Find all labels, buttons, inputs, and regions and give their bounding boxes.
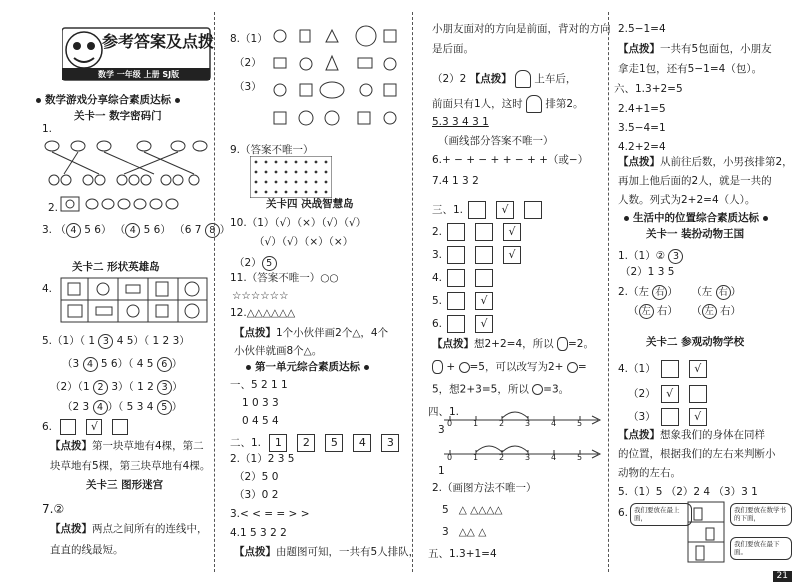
tip-text: =2。 — [567, 338, 594, 350]
tip-label: 【点拨】 — [469, 73, 512, 85]
tick-label: 5 — [577, 419, 583, 428]
q7: 7.② — [42, 502, 65, 516]
box-row — [628, 408, 712, 426]
answer-text: 1.（1）② — [618, 250, 666, 262]
tick-label: 1 — [473, 453, 479, 462]
circled-digit: 8 — [205, 223, 220, 238]
text-line: 2.（画图方法不唯一） — [432, 482, 537, 494]
box-row — [628, 385, 712, 403]
grid-dot — [325, 171, 328, 174]
tip-text: 前面只有1人，这时 — [432, 98, 523, 110]
unit-answer-line: 1 0 3 3 — [242, 397, 279, 409]
header-subtitle: 数学 一年级 上册 SJ版 — [98, 70, 180, 79]
q-label: （3） — [628, 411, 656, 423]
answer-box-checked: √ — [503, 246, 521, 264]
column-4 — [612, 0, 800, 588]
q-label: 二、1. — [230, 437, 262, 449]
q5-label: 5. — [42, 335, 53, 347]
answer-box — [475, 269, 493, 287]
cherry-icon — [459, 362, 470, 373]
answer-text: （左 — [691, 286, 713, 298]
tip-text: 上车后， — [534, 73, 577, 85]
answer-box-checked: √ — [86, 419, 102, 435]
q10-line-2: （√）（√）（×）（×） — [254, 236, 354, 248]
answer-box — [661, 408, 679, 426]
circled-digit: 5 — [262, 256, 277, 271]
tip-label: 【点拨】 — [618, 43, 660, 55]
text-line: 五、1.3+1=4 — [428, 548, 497, 560]
q4-shapes-table — [60, 277, 210, 325]
grid-dot — [295, 171, 298, 174]
writing-cell: 2 — [297, 434, 315, 452]
grid-dot — [315, 181, 318, 184]
page-number: 21 — [773, 571, 792, 582]
q10-sub-label: （2） — [234, 257, 262, 269]
digit: 2 — [72, 401, 80, 413]
unit-answer-line: 2.（1）2 3 5 — [230, 453, 295, 465]
digit: 5 — [442, 504, 449, 516]
matching-figure — [44, 134, 212, 192]
digit: 4 — [136, 358, 144, 370]
tip-text: 由题图可知，一共有5人排队， — [276, 546, 420, 558]
q10-line-1: 10.（1）（√）（×）（√）（√） — [230, 217, 367, 229]
tip-text: 从前往后数，小男孩排第2， — [660, 156, 793, 168]
grid-dot — [295, 191, 298, 194]
q9-label: 9.（答案不唯一） — [230, 144, 314, 156]
tip-text: 人数。列式为2+2=4（人）。 — [618, 194, 756, 206]
left-right-row: （ 左 右） （ 左 右） — [628, 305, 742, 317]
q3-row: 3. （ 4 5 6） （ 4 5 6） （6 7 8 ） — [42, 224, 231, 236]
q-label: 4.（1） — [618, 363, 656, 375]
answer-text: 2.（左 — [618, 286, 650, 298]
unit-answer-line: 4.1 5 3 2 2 — [230, 527, 287, 539]
grid-dot — [275, 171, 278, 174]
box-row — [432, 292, 498, 310]
grid-dot — [315, 191, 318, 194]
triangles: △△ △ — [458, 526, 487, 538]
writing-cell: 1 — [269, 434, 287, 452]
text-line — [618, 249, 683, 264]
tip-text: 1个小伙伴画2个△，4个 — [276, 327, 389, 339]
tip-text: 第一块草地有4棵，第二 — [92, 440, 204, 452]
answer-box — [447, 269, 465, 287]
tip-text: 动物的左右。 — [618, 467, 681, 479]
tip-line — [618, 157, 793, 168]
q5-row-4: （2 3 4 ）（ 5 3 4 5 ） — [62, 401, 183, 413]
answer-box — [447, 315, 465, 333]
text-line: （画线部分答案不唯一） — [438, 135, 554, 147]
child-figure-icon — [526, 95, 542, 113]
circled-digit: 6 — [157, 357, 172, 372]
digit: 5 — [100, 358, 108, 370]
q11-label: 11.（答案不唯一）○○ — [230, 272, 339, 284]
tip-line — [50, 441, 204, 452]
tip-label: 【点拨】 — [50, 440, 92, 452]
digit: 3 — [136, 401, 144, 413]
circled-digit: 3 — [157, 380, 172, 395]
triangles: △ △△△△ — [458, 504, 503, 516]
grid-dot — [305, 171, 308, 174]
level-title: 关卡一 数字密码门 — [74, 110, 162, 122]
tick-label: 4 — [551, 419, 557, 428]
nl-tick-labels — [440, 420, 604, 432]
answer-box-checked: √ — [496, 201, 514, 219]
tick-label: 1 — [473, 419, 479, 428]
answer-box — [661, 360, 679, 378]
q3-label: 3. — [42, 224, 53, 236]
child-figure-icon — [515, 70, 531, 88]
tip-text: 两点之间所有的连线中， — [92, 523, 208, 535]
digit: 6 — [94, 224, 101, 236]
box-row — [432, 201, 547, 219]
tip-text: 想2+2=4，所以 — [474, 338, 554, 350]
text-line: 6.+ − + − + + − + +（或−） — [432, 154, 589, 166]
digit: 5 — [126, 335, 134, 347]
tip-text: 再加上他后面的2人，就是一共的 — [618, 175, 772, 187]
q-label: 6. — [432, 318, 443, 330]
circled-digit: 4 — [125, 223, 140, 238]
answer-box — [60, 419, 76, 435]
number-line-label: 1 — [438, 465, 445, 477]
answer-text: 右） — [656, 305, 678, 317]
q8-label: 8.（1） — [230, 33, 268, 45]
speech-bubble: 我们要放在最上面， — [630, 503, 692, 526]
grid-dot — [275, 191, 278, 194]
text-line: （2）1 3 5 — [620, 266, 675, 278]
circled-choice: 右 — [652, 285, 667, 300]
section-title: 第一单元综合素质达标 — [242, 362, 373, 373]
text-line — [432, 70, 576, 88]
q2-figure — [60, 196, 190, 214]
digit: 5 — [143, 224, 151, 236]
tip-label: 【点拨】 — [50, 523, 92, 535]
q2-label: 2. — [48, 202, 59, 214]
tick-label: 2 — [499, 453, 505, 462]
answer-text: 右） — [720, 305, 742, 317]
grid-dot — [255, 181, 258, 184]
column-1 — [0, 0, 231, 588]
tip-text: 小伙伴就画8个△。 — [234, 345, 323, 357]
q-label: 6. — [618, 507, 629, 519]
grid-dot — [265, 181, 268, 184]
answer-box — [447, 292, 465, 310]
q6-label: 6. — [42, 421, 53, 433]
circled-digit: 4 — [83, 357, 98, 372]
speech-bubble: 我们要放在最下面。 — [730, 537, 792, 560]
nl-tick-labels — [440, 454, 604, 466]
column-2 — [222, 0, 420, 588]
q-label: 三、1. — [432, 204, 464, 216]
tip-label: 【点拨】 — [432, 338, 474, 350]
digit: 5 — [146, 358, 154, 370]
tip-text: = — [577, 361, 587, 373]
grid-dot — [315, 161, 318, 164]
digit: 7 — [194, 224, 202, 236]
grid-dot — [255, 161, 258, 164]
digit: 6 — [153, 224, 161, 236]
q-label: 3. — [432, 249, 443, 261]
jump-arc — [502, 412, 528, 418]
tip-text: 排第2。 — [545, 98, 584, 110]
tip-line — [234, 547, 419, 558]
header-title: 参考答案及点拨 — [102, 32, 215, 51]
text-line: 小朋友面对的方向是前面，背对的方向 — [432, 23, 611, 35]
speech-bubble: 我们要放在数学书的下面， — [730, 503, 792, 526]
grid-dot — [275, 161, 278, 164]
tick-label: 4 — [551, 453, 557, 462]
grid-dot — [285, 161, 288, 164]
tip-label: 【点拨】 — [618, 429, 660, 441]
circled-digit: 4 — [66, 223, 81, 238]
tip-line — [618, 430, 765, 441]
grid-dot — [285, 181, 288, 184]
grid-dot — [275, 181, 278, 184]
digit: 5 — [126, 401, 134, 413]
q-label: 4. — [432, 272, 443, 284]
answer-box-checked: √ — [689, 360, 707, 378]
circled-choice: 左 — [639, 304, 654, 319]
tip-text: 一共有5包面包，小朋友 — [660, 43, 772, 55]
q11-stars: ☆☆☆☆☆☆ — [232, 290, 289, 302]
level-title: 关卡四 决战智慧岛 — [266, 198, 354, 210]
tip-line — [234, 328, 388, 339]
cherry-icon — [567, 362, 578, 373]
answer-box — [447, 246, 465, 264]
number-line-label: 3 — [438, 424, 445, 436]
q12-label: 12.△△△△△△ — [230, 307, 296, 319]
tick-label: 2 — [499, 419, 505, 428]
answer-box — [447, 223, 465, 241]
circled-digit: 3 — [98, 334, 113, 349]
answer-box — [468, 201, 486, 219]
grid-dot — [315, 171, 318, 174]
circled-digit: 4 — [93, 400, 108, 415]
column-3 — [420, 0, 611, 588]
digit: 3 — [442, 526, 449, 538]
answer-box — [112, 419, 128, 435]
box-row — [432, 269, 498, 287]
jump-arc — [502, 446, 528, 452]
bookshelf-figure — [686, 500, 726, 566]
answer-box — [524, 201, 542, 219]
digit: 6 — [184, 224, 192, 236]
section-title: 生活中的位置综合素质达标 — [620, 213, 772, 224]
tick-label: 3 — [525, 419, 531, 428]
text-line: 7.4 1 3 2 — [432, 175, 479, 187]
unit-answer-line: 3.< < = = > > — [230, 508, 310, 520]
writing-cell: 4 — [353, 434, 371, 452]
unit-answer-line: 0 4 5 4 — [242, 415, 279, 427]
digit: 3 — [72, 358, 80, 370]
answer-box — [689, 385, 707, 403]
q1-label: 1. — [42, 123, 53, 135]
grid-dot — [255, 191, 258, 194]
q6-row — [42, 419, 133, 435]
grid-dot — [285, 191, 288, 194]
tip-text: + — [446, 361, 456, 373]
tip-label: 【点拨】 — [234, 546, 276, 558]
tip-line — [432, 384, 569, 395]
q10-line-3 — [234, 256, 277, 271]
tip-line — [50, 524, 208, 535]
q8-label-3: （3） — [234, 81, 262, 93]
tip-label: 【点拨】 — [234, 327, 276, 339]
tick-label: 5 — [577, 453, 583, 462]
grid-dot — [305, 191, 308, 194]
grid-dot — [265, 161, 268, 164]
unit-answer-line: （2）5 0 — [234, 471, 279, 483]
text-line: 5.（1）5 （2）2 4 （3）3 1 — [618, 486, 758, 498]
text-line: 2.4+1=5 — [618, 103, 666, 115]
box-row — [432, 315, 498, 333]
tip-text: 的位置，根据我们的左右来判断小 — [618, 448, 776, 460]
q8-label-2: （2） — [234, 57, 262, 69]
answer-box — [475, 223, 493, 241]
jump-arc — [476, 446, 502, 452]
column-divider — [608, 12, 609, 572]
text-line: 六、1.3+2=5 — [614, 83, 683, 95]
q-label: 四、1. — [428, 406, 460, 418]
level-title: 关卡二 形状英雄岛 — [72, 261, 160, 273]
q-label: 2. — [432, 226, 443, 238]
q9-dot-grid — [250, 156, 332, 198]
digit: 4 — [146, 401, 154, 413]
q-label: （2）2 — [432, 73, 467, 85]
tip-text: =3。 — [543, 383, 570, 396]
circled-choice: 右 — [716, 285, 731, 300]
digit: 4 — [116, 335, 124, 347]
digit: 2 — [147, 381, 154, 393]
left-right-row: 2.（左 右 ） （左 右 ） — [618, 286, 742, 298]
level-title: 关卡三 图形迷宫 — [86, 479, 164, 491]
grid-dot — [325, 181, 328, 184]
writing-grid-row — [230, 434, 404, 452]
triangle-row — [442, 527, 486, 538]
answer-box — [475, 246, 493, 264]
tip-text: 5，想2+3=5，所以 — [432, 383, 529, 396]
level-title: 关卡一 装扮动物王国 — [646, 228, 745, 240]
digit: 1 — [82, 381, 90, 393]
tip-line — [432, 360, 587, 374]
grid-dot — [325, 191, 328, 194]
circled-digit: 3 — [668, 249, 683, 264]
answer-box-checked: √ — [661, 385, 679, 403]
text-line: 3.5−4=1 — [618, 122, 666, 134]
tip-text: =5，可以改写为2+ — [469, 361, 564, 373]
section-title: 数学游戏分享综合素质达标 — [32, 95, 184, 106]
q5-row-1: 5.（1）（ 1 3 4 5）（ 1 2 3） — [42, 335, 190, 347]
tip-text: 直直的线最短。 — [50, 544, 124, 556]
pineapple-icon — [557, 337, 568, 351]
digit: 3 — [82, 401, 90, 413]
grid-dot — [305, 181, 308, 184]
tip-line — [618, 44, 772, 55]
grid-dot — [305, 161, 308, 164]
text-line: 是后面。 — [432, 43, 474, 55]
cherry-icon — [532, 384, 543, 395]
grid-dot — [265, 171, 268, 174]
q4-label: 4. — [42, 283, 53, 295]
digit: 2 — [162, 335, 170, 347]
digit: 6 — [110, 358, 118, 370]
writing-cell: 3 — [381, 434, 399, 452]
tick-label: 0 — [447, 453, 453, 462]
q8-picture-grid — [270, 24, 400, 136]
grid-dot — [295, 161, 298, 164]
triangle-row — [442, 505, 502, 516]
grid-dot — [325, 161, 328, 164]
tip-text: 块草地有5棵，第三块草地有4棵。 — [50, 460, 211, 472]
box-row — [432, 223, 526, 241]
pineapple-icon — [432, 360, 443, 374]
text-line — [432, 95, 584, 113]
tip-text: 想象我们的身体在同样 — [660, 429, 765, 441]
tick-label: 3 — [525, 453, 531, 462]
level-title: 关卡二 参观动物学校 — [646, 336, 745, 348]
circled-digit: 2 — [93, 380, 108, 395]
answer-box-checked: √ — [689, 408, 707, 426]
tip-text: 拿走1包，还有5−1=4（包）。 — [618, 63, 763, 75]
digit: 3 — [172, 335, 180, 347]
circled-choice: 左 — [702, 304, 717, 319]
text-line: 5.3 3 4 3 1 — [432, 116, 489, 128]
digit: 5 — [84, 224, 91, 236]
digit: 1 — [137, 381, 144, 393]
answer-box-checked: √ — [475, 315, 493, 333]
tick-label: 0 — [447, 419, 453, 428]
grid-dot — [295, 181, 298, 184]
grid-dot — [255, 171, 258, 174]
tip-line — [432, 337, 594, 351]
box-row — [618, 360, 712, 378]
box-row — [432, 246, 526, 264]
tip-label: 【点拨】 — [618, 156, 660, 168]
column-divider — [214, 12, 215, 572]
digit: 1 — [88, 335, 95, 347]
q5-row-3: （2）（1 2 3）（ 1 2 3 ） — [50, 381, 183, 393]
unit-answer-line: 一、5 2 1 1 — [230, 379, 288, 391]
digit: 3 — [111, 381, 118, 393]
grid-dot — [285, 171, 288, 174]
unit-answer-line: （3）0 2 — [234, 489, 279, 501]
circled-digit: 5 — [157, 400, 172, 415]
q-label: （2） — [628, 388, 656, 400]
writing-cell: 5 — [325, 434, 343, 452]
digit: 1 — [152, 335, 160, 347]
answer-box-checked: √ — [475, 292, 493, 310]
text-line: 2.5−1=4 — [618, 23, 666, 35]
text-line: 4.2+2=4 — [618, 141, 666, 153]
q5-row-2: （3 4 5 6）（ 4 5 6 ） — [62, 358, 183, 370]
answer-box-checked: √ — [503, 223, 521, 241]
q-label: 5. — [432, 295, 443, 307]
grid-dot — [265, 191, 268, 194]
column-divider — [412, 12, 413, 572]
